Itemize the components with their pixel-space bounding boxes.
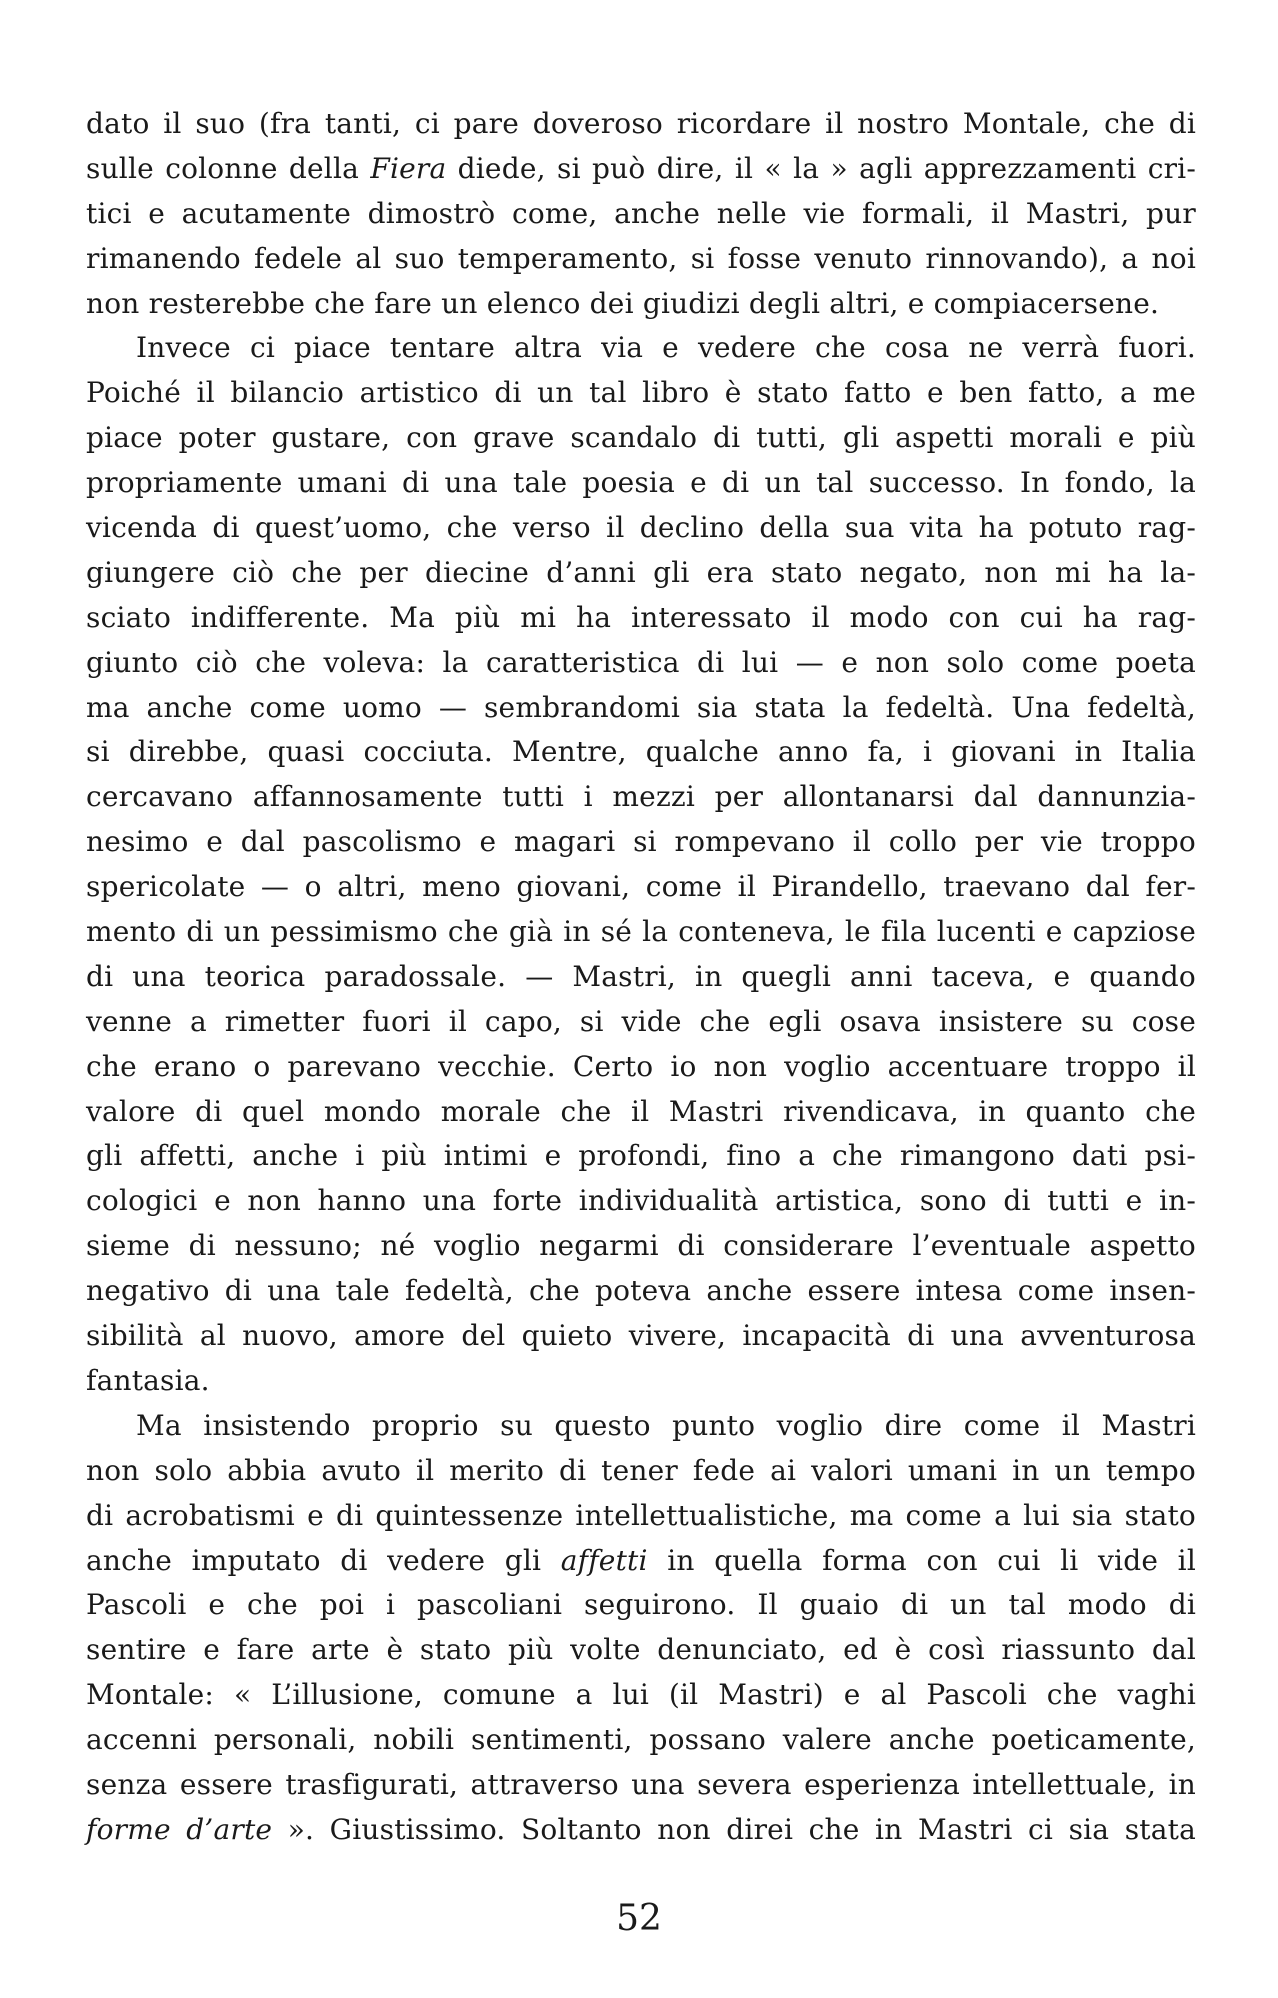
text-line (86, 820, 1196, 865)
italic-run: forme d’arte (86, 1812, 273, 1846)
text-line (86, 1045, 1196, 1090)
text-line (86, 1673, 1196, 1718)
text-line (86, 551, 1196, 596)
text-run: ma anche come uomo — sembrandomi sia stata la fedeltà. Una fedeltà, (86, 690, 1196, 724)
paragraph (86, 326, 1196, 1403)
italic-run: Fiera (370, 151, 447, 185)
text-run: sulle colonne della (86, 151, 371, 185)
text-line (86, 1808, 1196, 1853)
text-run: che erano o parevano vecchie. Certo io non voglio accentuare troppo il (86, 1049, 1196, 1083)
text-line (86, 910, 1196, 955)
text-line (86, 1179, 1196, 1224)
text-run: rimanendo fedele al suo temperamento, si fosse venuto rinnovando), a noi (86, 241, 1196, 275)
text-line (86, 865, 1196, 910)
text-line (86, 596, 1196, 641)
text-line (86, 1763, 1196, 1808)
text-line (86, 1134, 1196, 1179)
text-line (86, 326, 1196, 371)
text-line (86, 1718, 1196, 1763)
text-line (86, 955, 1196, 1000)
text-line (86, 730, 1196, 775)
body-text (86, 102, 1196, 1853)
text-run: di acrobatismi e di quintessenze intellettualistiche, ma come a lui sia stato (86, 1498, 1196, 1532)
text-run: nesimo e dal pascolismo e magari si rompevano il collo per vie troppo (86, 825, 1196, 859)
text-line (86, 102, 1196, 147)
text-run: sentire e fare arte è stato più volte denunciato, ed è così riassunto dal (86, 1633, 1196, 1667)
text-run: cologici e non hanno una forte individualità artistica, sono di tutti e in- (86, 1184, 1196, 1218)
text-line (86, 237, 1196, 282)
text-line (86, 1539, 1196, 1584)
text-run: si direbbe, quasi cocciuta. Mentre, qualche anno fa, i giovani in Italia (86, 735, 1196, 769)
text-run: Invece ci piace tentare altra via e vedere che cosa ne verrà fuori. (136, 331, 1196, 365)
paragraph (86, 1404, 1196, 1853)
paragraph (86, 102, 1196, 326)
text-line (86, 1494, 1196, 1539)
text-run: diede, si può dire, il « la » agli apprezzamenti cri- (446, 151, 1196, 185)
text-run: sciato indifferente. Ma più mi ha interessato il modo con cui ha rag- (86, 600, 1196, 634)
text-line (86, 506, 1196, 551)
text-run: in quella forma con cui li vide il (647, 1543, 1196, 1577)
text-line (86, 1628, 1196, 1673)
text-run: gli affetti, anche i più intimi e profondi, fino a che rimangono dati psi- (86, 1139, 1196, 1173)
text-line (86, 1224, 1196, 1269)
text-line (86, 1359, 1196, 1404)
text-run: valore di quel mondo morale che il Mastri rivendicava, in quanto che (86, 1094, 1196, 1128)
text-run: spericolate — o altri, meno giovani, come il Pirandello, traevano dal fer- (86, 870, 1196, 904)
text-run: mento di un pessimismo che già in sé la conteneva, le fila lucenti e capziose (86, 915, 1196, 949)
text-run: propriamente umani di una tale poesia e di un tal successo. In fondo, la (86, 466, 1196, 500)
text-line (86, 686, 1196, 731)
text-line (86, 1314, 1196, 1359)
page-number: 52 (616, 1898, 662, 1939)
text-run: Poiché il bilancio artistico di un tal libro è stato fatto e ben fatto, a me (86, 376, 1196, 410)
text-run: Pascoli e che poi i pascoliani seguirono. Il guaio di un tal modo di (86, 1588, 1196, 1622)
text-run: vicenda di quest’uomo, che verso il declino della sua vita ha potuto rag- (86, 511, 1196, 545)
text-run: senza essere trasfigurati, attraverso una severa esperienza intellettuale, in (86, 1767, 1196, 1801)
text-run: piace poter gustare, con grave scandalo di tutti, gli aspetti morali e più (86, 421, 1196, 455)
text-run: giunto ciò che voleva: la caratteristica di lui — e non solo come poeta (86, 645, 1196, 679)
text-run: ». Giustissimo. Soltanto non direi che in Mastri ci sia stata (272, 1812, 1196, 1846)
text-run: giungere ciò che per diecine d’anni gli era stato negato, non mi ha la- (86, 555, 1196, 589)
text-run: cercavano affannosamente tutti i mezzi per allontanarsi dal dannunzia- (86, 780, 1196, 814)
text-run: Montale: « L’illusione, comune a lui (il Mastri) e al Pascoli che vaghi (86, 1678, 1196, 1712)
text-run: negativo di una tale fedeltà, che poteva anche essere intesa come insen- (86, 1274, 1196, 1308)
text-line (86, 371, 1196, 416)
text-line (86, 1583, 1196, 1628)
text-line (86, 641, 1196, 686)
text-line (86, 147, 1196, 192)
text-run: fantasia. (86, 1363, 210, 1397)
text-run: sieme di nessuno; né voglio negarmi di considerare l’eventuale aspetto (86, 1229, 1196, 1263)
text-line (86, 282, 1196, 327)
text-run: venne a rimetter fuori il capo, si vide che egli osava insistere su cose (86, 1004, 1196, 1038)
italic-run: affetti (560, 1543, 648, 1577)
text-run: tici e acutamente dimostrò come, anche nelle vie formali, il Mastri, pur (86, 196, 1196, 230)
text-run: sibilità al nuovo, amore del quieto vivere, incapacità di una avventurosa (86, 1319, 1196, 1353)
text-line (86, 416, 1196, 461)
text-line (86, 1000, 1196, 1045)
text-run: accenni personali, nobili sentimenti, possano valere anche poeticamente, (86, 1723, 1196, 1757)
text-run: non solo abbia avuto il merito di tener fede ai valori umani in un tempo (86, 1453, 1196, 1487)
text-line (86, 1090, 1196, 1135)
text-line (86, 775, 1196, 820)
text-run: non resterebbe che fare un elenco dei giudizi degli altri, e compiacersene. (86, 286, 1160, 320)
text-line (86, 1269, 1196, 1314)
text-line (86, 1449, 1196, 1494)
text-run: dato il suo (fra tanti, ci pare doveroso ricordare il nostro Montale, che di (86, 107, 1196, 140)
text-run: Ma insistendo proprio su questo punto voglio dire come il Mastri (136, 1408, 1196, 1442)
text-run: anche imputato di vedere gli (86, 1543, 561, 1577)
text-line (86, 461, 1196, 506)
text-run: di una teorica paradossale. — Mastri, in quegli anni taceva, e quando (86, 959, 1196, 993)
text-line (86, 1404, 1196, 1449)
text-line (86, 192, 1196, 237)
